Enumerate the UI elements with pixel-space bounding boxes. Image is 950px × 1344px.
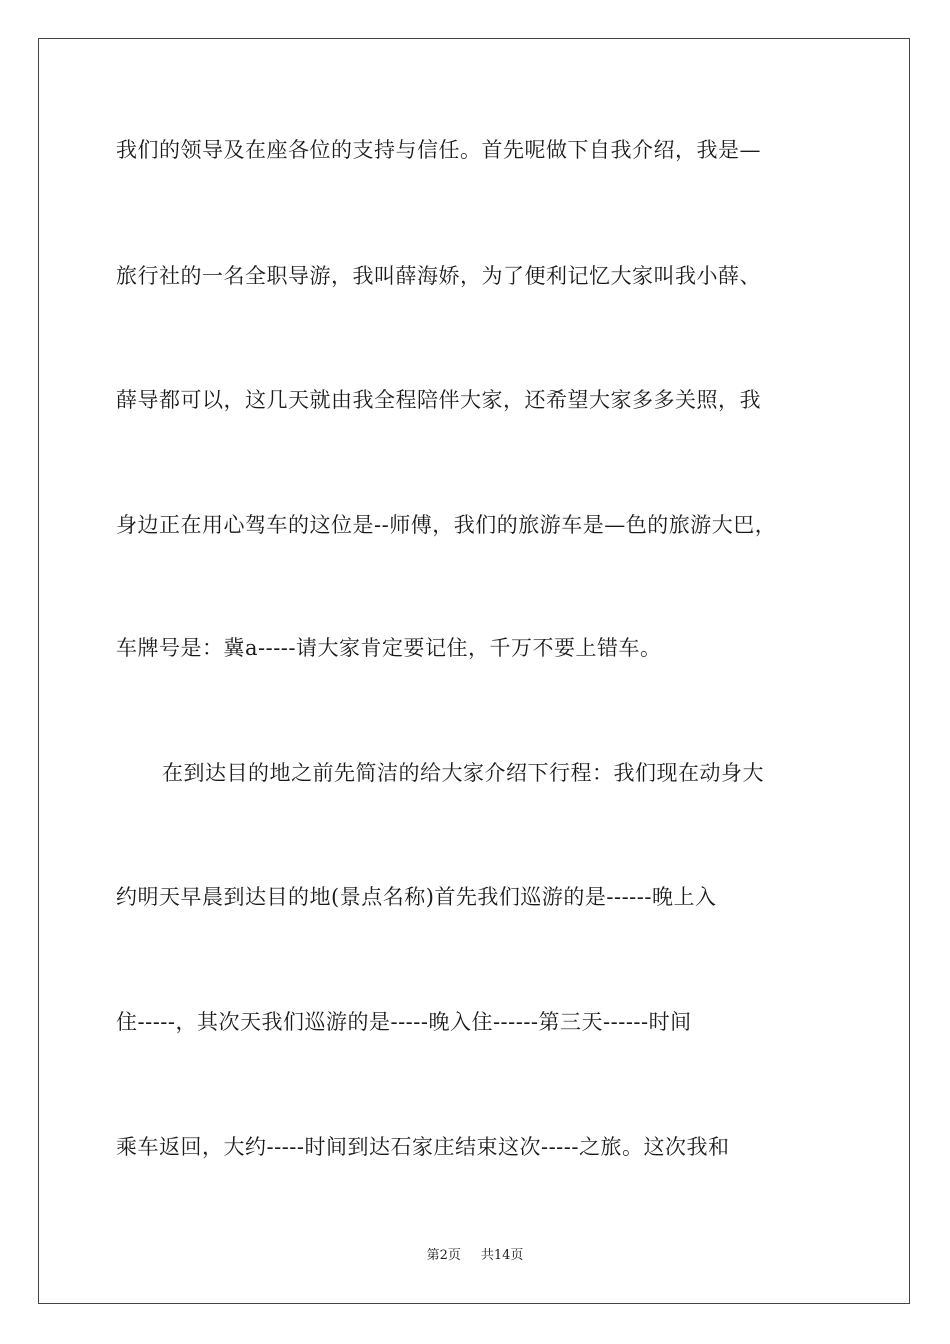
page-number: 第2页 [426, 1248, 461, 1263]
page-total: 共14页 [480, 1248, 524, 1263]
body-text-line: 薛导都可以，这几天就由我全程陪伴大家，还希望大家多多关照，我 [116, 388, 761, 412]
paragraph-first-line: 在到达目的地之前先简洁的给大家介绍下行程：我们现在动身大 [162, 761, 764, 785]
body-text-line: 车牌号是：冀a-----请大家肯定要记住，千万不要上错车。 [116, 636, 662, 660]
page-frame [38, 38, 910, 1304]
body-text-line: 我们的领导及在座各位的支持与信任。首先呢做下自我介绍，我是— [116, 138, 761, 162]
body-text-line: 身边正在用心驾车的这位是--师傅，我们的旅游车是—色的旅游大巴， [116, 513, 777, 537]
body-text-line: 乘车返回，大约-----时间到达石家庄结束这次-----之旅。这次我和 [116, 1135, 730, 1159]
body-text-line: 住-----，其次天我们巡游的是-----晚入住------第三天------时间 [116, 1010, 692, 1034]
body-text-line: 约明天早晨到达目的地(景点名称)首先我们巡游的是------晚上入 [116, 885, 717, 909]
body-text-line: 旅行社的一名全职导游，我叫薛海娇，为了便利记忆大家叫我小薛、 [116, 264, 761, 288]
page-footer [0, 1248, 950, 1264]
